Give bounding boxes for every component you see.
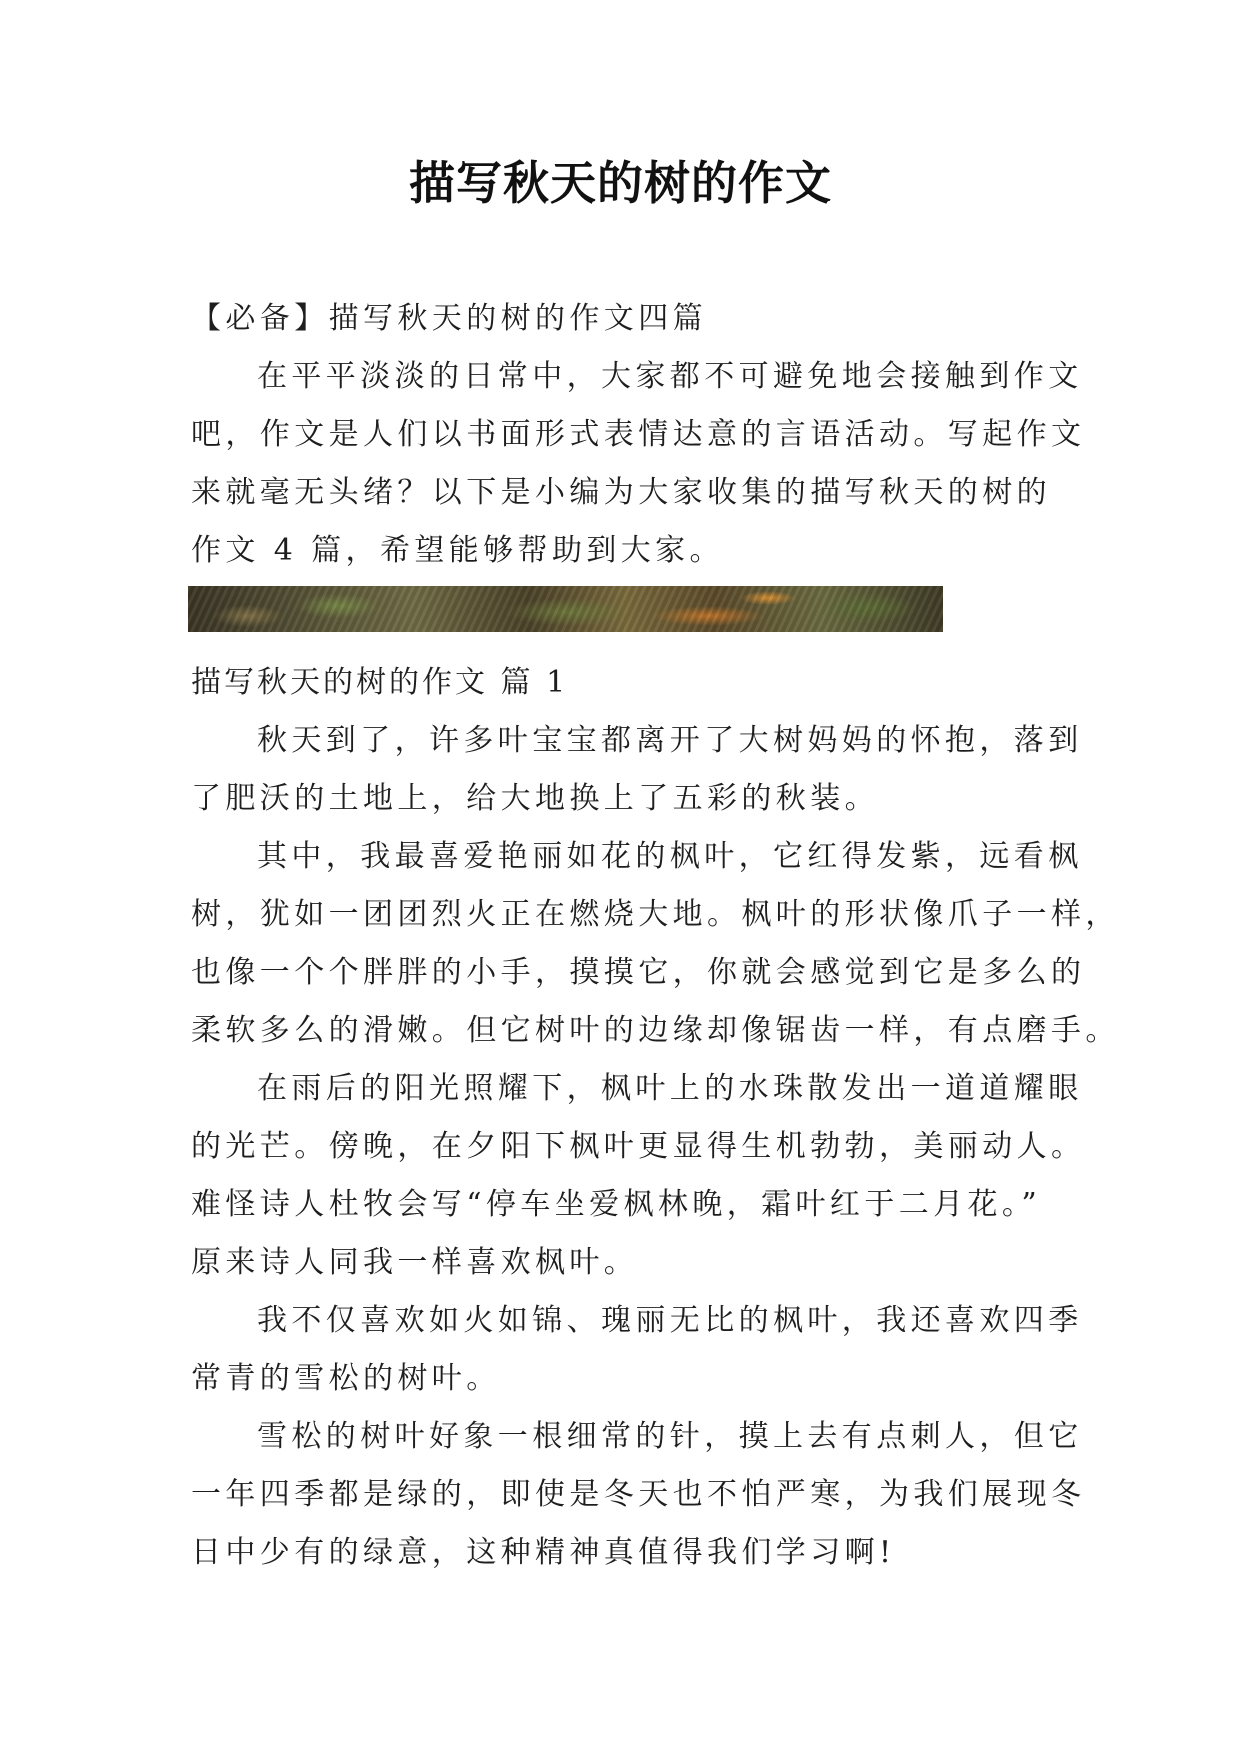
- paragraph-line: 一年四季都是绿的，即使是冬天也不怕严寒，为我们展现冬: [191, 1477, 1086, 1512]
- paragraph-line: 雪松的树叶好象一根细常的针，摸上去有点刺人，但它: [257, 1419, 1083, 1454]
- paragraph-line: 其中，我最喜爱艳丽如花的枫叶，它红得发紫，远看枫: [257, 839, 1083, 874]
- paragraph-line: 原来诗人同我一样喜欢枫叶。: [191, 1245, 639, 1280]
- paragraph-line: 也像一个个胖胖的小手，摸摸它，你就会感觉到它是多么的: [191, 955, 1086, 990]
- autumn-photo-banner: [188, 586, 943, 632]
- paragraph-line: 了肥沃的土地上，给大地换上了五彩的秋装。: [191, 781, 879, 816]
- paragraph-line: 秋天到了，许多叶宝宝都离开了大树妈妈的怀抱，落到: [257, 723, 1083, 758]
- section-heading: 描写秋天的树的作文 篇 1: [191, 665, 569, 700]
- paragraph-line: 我不仅喜欢如火如锦、瑰丽无比的枫叶，我还喜欢四季: [257, 1303, 1083, 1338]
- paragraph-line: 柔软多么的滑嫩。但它树叶的边缘却像锯齿一样，有点磨手。: [191, 1013, 1120, 1048]
- essay-paragraph: [191, 1408, 1086, 1582]
- paragraph-line: 在雨后的阳光照耀下，枫叶上的水珠散发出一道道耀眼: [257, 1071, 1083, 1106]
- essay-paragraph: [191, 828, 1120, 1060]
- intro-heading: 【必备】描写秋天的树的作文四篇: [191, 301, 707, 336]
- paragraph-line: 吧，作文是人们以书面形式表情达意的言语活动。写起作文: [191, 417, 1086, 452]
- paragraph-line: 来就毫无头绪？以下是小编为大家收集的描写秋天的树的: [191, 475, 1051, 510]
- paragraph-line: 日中少有的绿意，这种精神真值得我们学习啊!: [191, 1535, 896, 1570]
- paragraph-line: 的光芒。傍晚，在夕阳下枫叶更显得生机勃勃，美丽动人。: [191, 1129, 1086, 1164]
- essay-paragraph: [191, 1060, 1086, 1292]
- document-title: 描写秋天的树的作文: [409, 156, 832, 210]
- paragraph-line: 在平平淡淡的日常中，大家都不可避免地会接触到作文: [257, 359, 1083, 394]
- paragraph-line: 作文 4 篇，希望能够帮助到大家。: [191, 533, 724, 568]
- intro-paragraph: [191, 348, 1086, 580]
- paragraph-line: 常青的雪松的树叶。: [191, 1361, 501, 1396]
- paragraph-line: 难怪诗人杜牧会写“停车坐爱枫林晚，霜叶红于二月花。”: [191, 1187, 1042, 1222]
- paragraph-line: 树，犹如一团团烈火正在燃烧大地。枫叶的形状像爪子一样，: [191, 897, 1120, 932]
- document-body: [191, 290, 1120, 1582]
- essay-paragraph: [191, 1292, 1083, 1408]
- essay-paragraph: [191, 712, 1083, 828]
